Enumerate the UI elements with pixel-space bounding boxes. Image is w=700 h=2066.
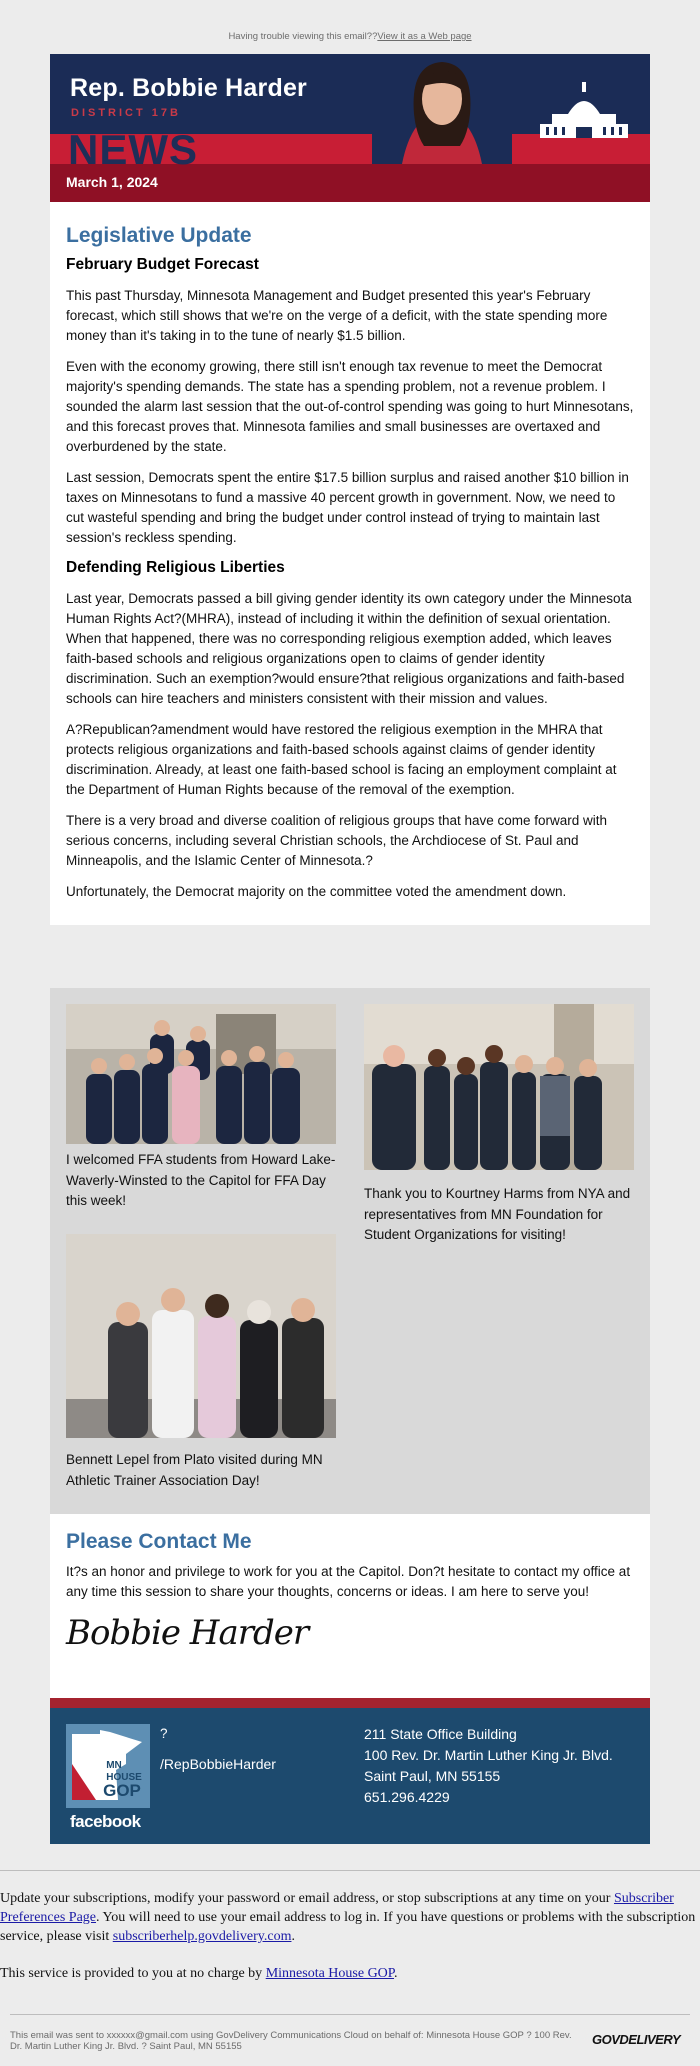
logo-house-text: HOUSE: [106, 1772, 142, 1783]
subscription-text: Update your subscriptions, modify your password or email address, or stop subscriptions at any time on your: [0, 1891, 614, 1906]
subscription-info: [0, 1870, 700, 2001]
nya-caption: Thank you to Kourtney Harms from NYA and representatives from MN Foundation for Student Organizations for visiting!: [364, 1186, 631, 1242]
paragraph: Unfortunately, the Democrat majority on the committee voted the amendment down.: [66, 884, 567, 899]
paragraph: This past Thursday, Minnesota Management and Budget presented this year's February forecast, which still shows that we're on the verge of a deficit, with the state spending more money than it's taking in to the tune of nearly $1.5 billion.: [66, 288, 608, 343]
mn-house-gop-logo[interactable]: [66, 1724, 150, 1808]
logo-mn-text: MN: [106, 1760, 122, 1771]
contact-title: Please Contact Me: [66, 1530, 252, 1553]
nya-visit-photo: [364, 1004, 634, 1170]
rep-name: Rep. Bobbie Harder: [70, 74, 307, 102]
subscriber-preferences-link[interactable]: Subscriber Preferences Page: [0, 1891, 674, 1925]
legal-footer: This email was sent to xxxxxx@gmail.com using GovDelivery Communications Cloud on behalf of: Minnesota House GOP ? 100 Rev. Dr. Martin Luther King Jr. Blvd. ? Saint Paul, MN 55155: [10, 2030, 572, 2052]
address-line-2: 100 Rev. Dr. Martin Luther King Jr. Blvd.: [364, 1747, 613, 1763]
capitol-icon: [538, 80, 630, 138]
office-phone: 651.296.4229: [364, 1789, 450, 1805]
top-notice: [0, 0, 700, 54]
budget-forecast-heading: February Budget Forecast: [66, 256, 259, 273]
top-notice-text: Having trouble viewing this email??: [228, 31, 378, 42]
subscription-text: .: [291, 1929, 295, 1944]
subscription-paragraph: [0, 1889, 700, 1946]
contact-text: It?s an honor and privilege to work for you at the Capitol. Don?t hesitate to contact my office at any time this session to share your thoughts, concerns or ideas. I am here to serve you!: [66, 1564, 631, 1599]
subscription-text: . You will need to use your email address to log in. If you have questions or problems with the subscription service, please visit: [0, 1910, 696, 1944]
signature: Bobbie Harder: [66, 1613, 309, 1653]
ffa-students-photo: [66, 1004, 336, 1144]
facebook-icon: ?: [160, 1726, 168, 1741]
address-line-3: Saint Paul, MN 55155: [364, 1768, 501, 1784]
paragraph: Last year, Democrats passed a bill giving gender identity its own category under the Minnesota Human Rights Act?(MHRA), instead of including it within the definition of sexual orientation. When that happened, there was no corresponding religious exemption added, which leaves faith-based schools and religious organizations open to claims of gender identity discrimination. Such an exemption?would ensure?that religious organizations and faith-based schools can hire teachers and ministers consistent with their mission and values.: [66, 591, 632, 706]
footer-red-strip: [50, 1698, 650, 1708]
service-text: This service is provided to you at no charge by: [0, 1966, 266, 1981]
house-gop-link[interactable]: Minnesota House GOP: [265, 1966, 395, 1981]
paragraph: There is a very broad and diverse coalition of religious groups that have come forward with serious concerns, including several Christian schools, the Archdiocese of St. Paul and Minneapolis, and the Islamic Center of Minnesota.?: [66, 813, 608, 868]
paragraph: A?Republican?amendment would have restored the religious exemption in the MHRA that protects religious organizations and faith-based schools against claims of gender identity discrimination. Already, at least one faith-based school is facing an employment complaint at the Department of Human Rights because of the removal of the exemption.: [66, 722, 617, 797]
logo-gop-text: GOP: [103, 1781, 141, 1800]
facebook-handle-link[interactable]: /RepBobbieHarder: [160, 1756, 276, 1772]
header-banner: [50, 54, 650, 202]
athletic-trainer-photo: [66, 1234, 336, 1438]
service-text: .: [394, 1966, 398, 1981]
view-web-link[interactable]: View it as a Web page: [377, 31, 472, 42]
footer-bar: [50, 1708, 650, 1844]
address-line-1: 211 State Office Building: [364, 1726, 517, 1742]
religious-liberties-heading: Defending Religious Liberties: [66, 559, 285, 576]
office-address: [364, 1724, 613, 1808]
main-content: [50, 202, 650, 925]
govdelivery-logo[interactable]: GOVDELIVERY: [592, 2032, 681, 2047]
district-label: DISTRICT 17B: [71, 107, 181, 119]
subscriber-help-link[interactable]: subscriberhelp.govdelivery.com: [112, 1929, 292, 1944]
facebook-label[interactable]: facebook: [70, 1812, 141, 1831]
contact-section: [50, 1514, 650, 1698]
paragraph: Last session, Democrats spent the entire $17.5 billion surplus and raised another $10 billion in taxes on Minnesotans to fund a massive 40 percent growth in government. Now, we need to cut wasteful spending and bring the budget under control instead of trying to maintain last session's reckless spending.: [66, 470, 629, 545]
paragraph: Even with the economy growing, there still isn't enough tax revenue to meet the Democrat majority's spending demands. The state has a spending problem, not a revenue problem. I sounded the alarm last session that the out-of-control spending was going to hurt Minnesotans, and this forecast proves that. Minnesota families and small businesses are overtaxed and overburdened by the state.: [66, 359, 634, 454]
ffa-caption: I welcomed FFA students from Howard Lake-Waverly-Winsted to the Capitol for FFA Day this week!: [66, 1152, 336, 1208]
trainer-caption: Bennett Lepel from Plato visited during MN Athletic Trainer Association Day!: [66, 1452, 323, 1488]
news-wordmark: NEWS: [68, 126, 198, 173]
photo-section: [50, 988, 650, 1514]
legislative-update-title: Legislative Update: [66, 224, 252, 247]
issue-date: March 1, 2024: [66, 174, 158, 190]
mn-state-icon: [66, 1724, 150, 1808]
headshot-photo: [372, 54, 512, 164]
service-paragraph: [0, 1964, 700, 1983]
legal-divider: [10, 2014, 690, 2015]
